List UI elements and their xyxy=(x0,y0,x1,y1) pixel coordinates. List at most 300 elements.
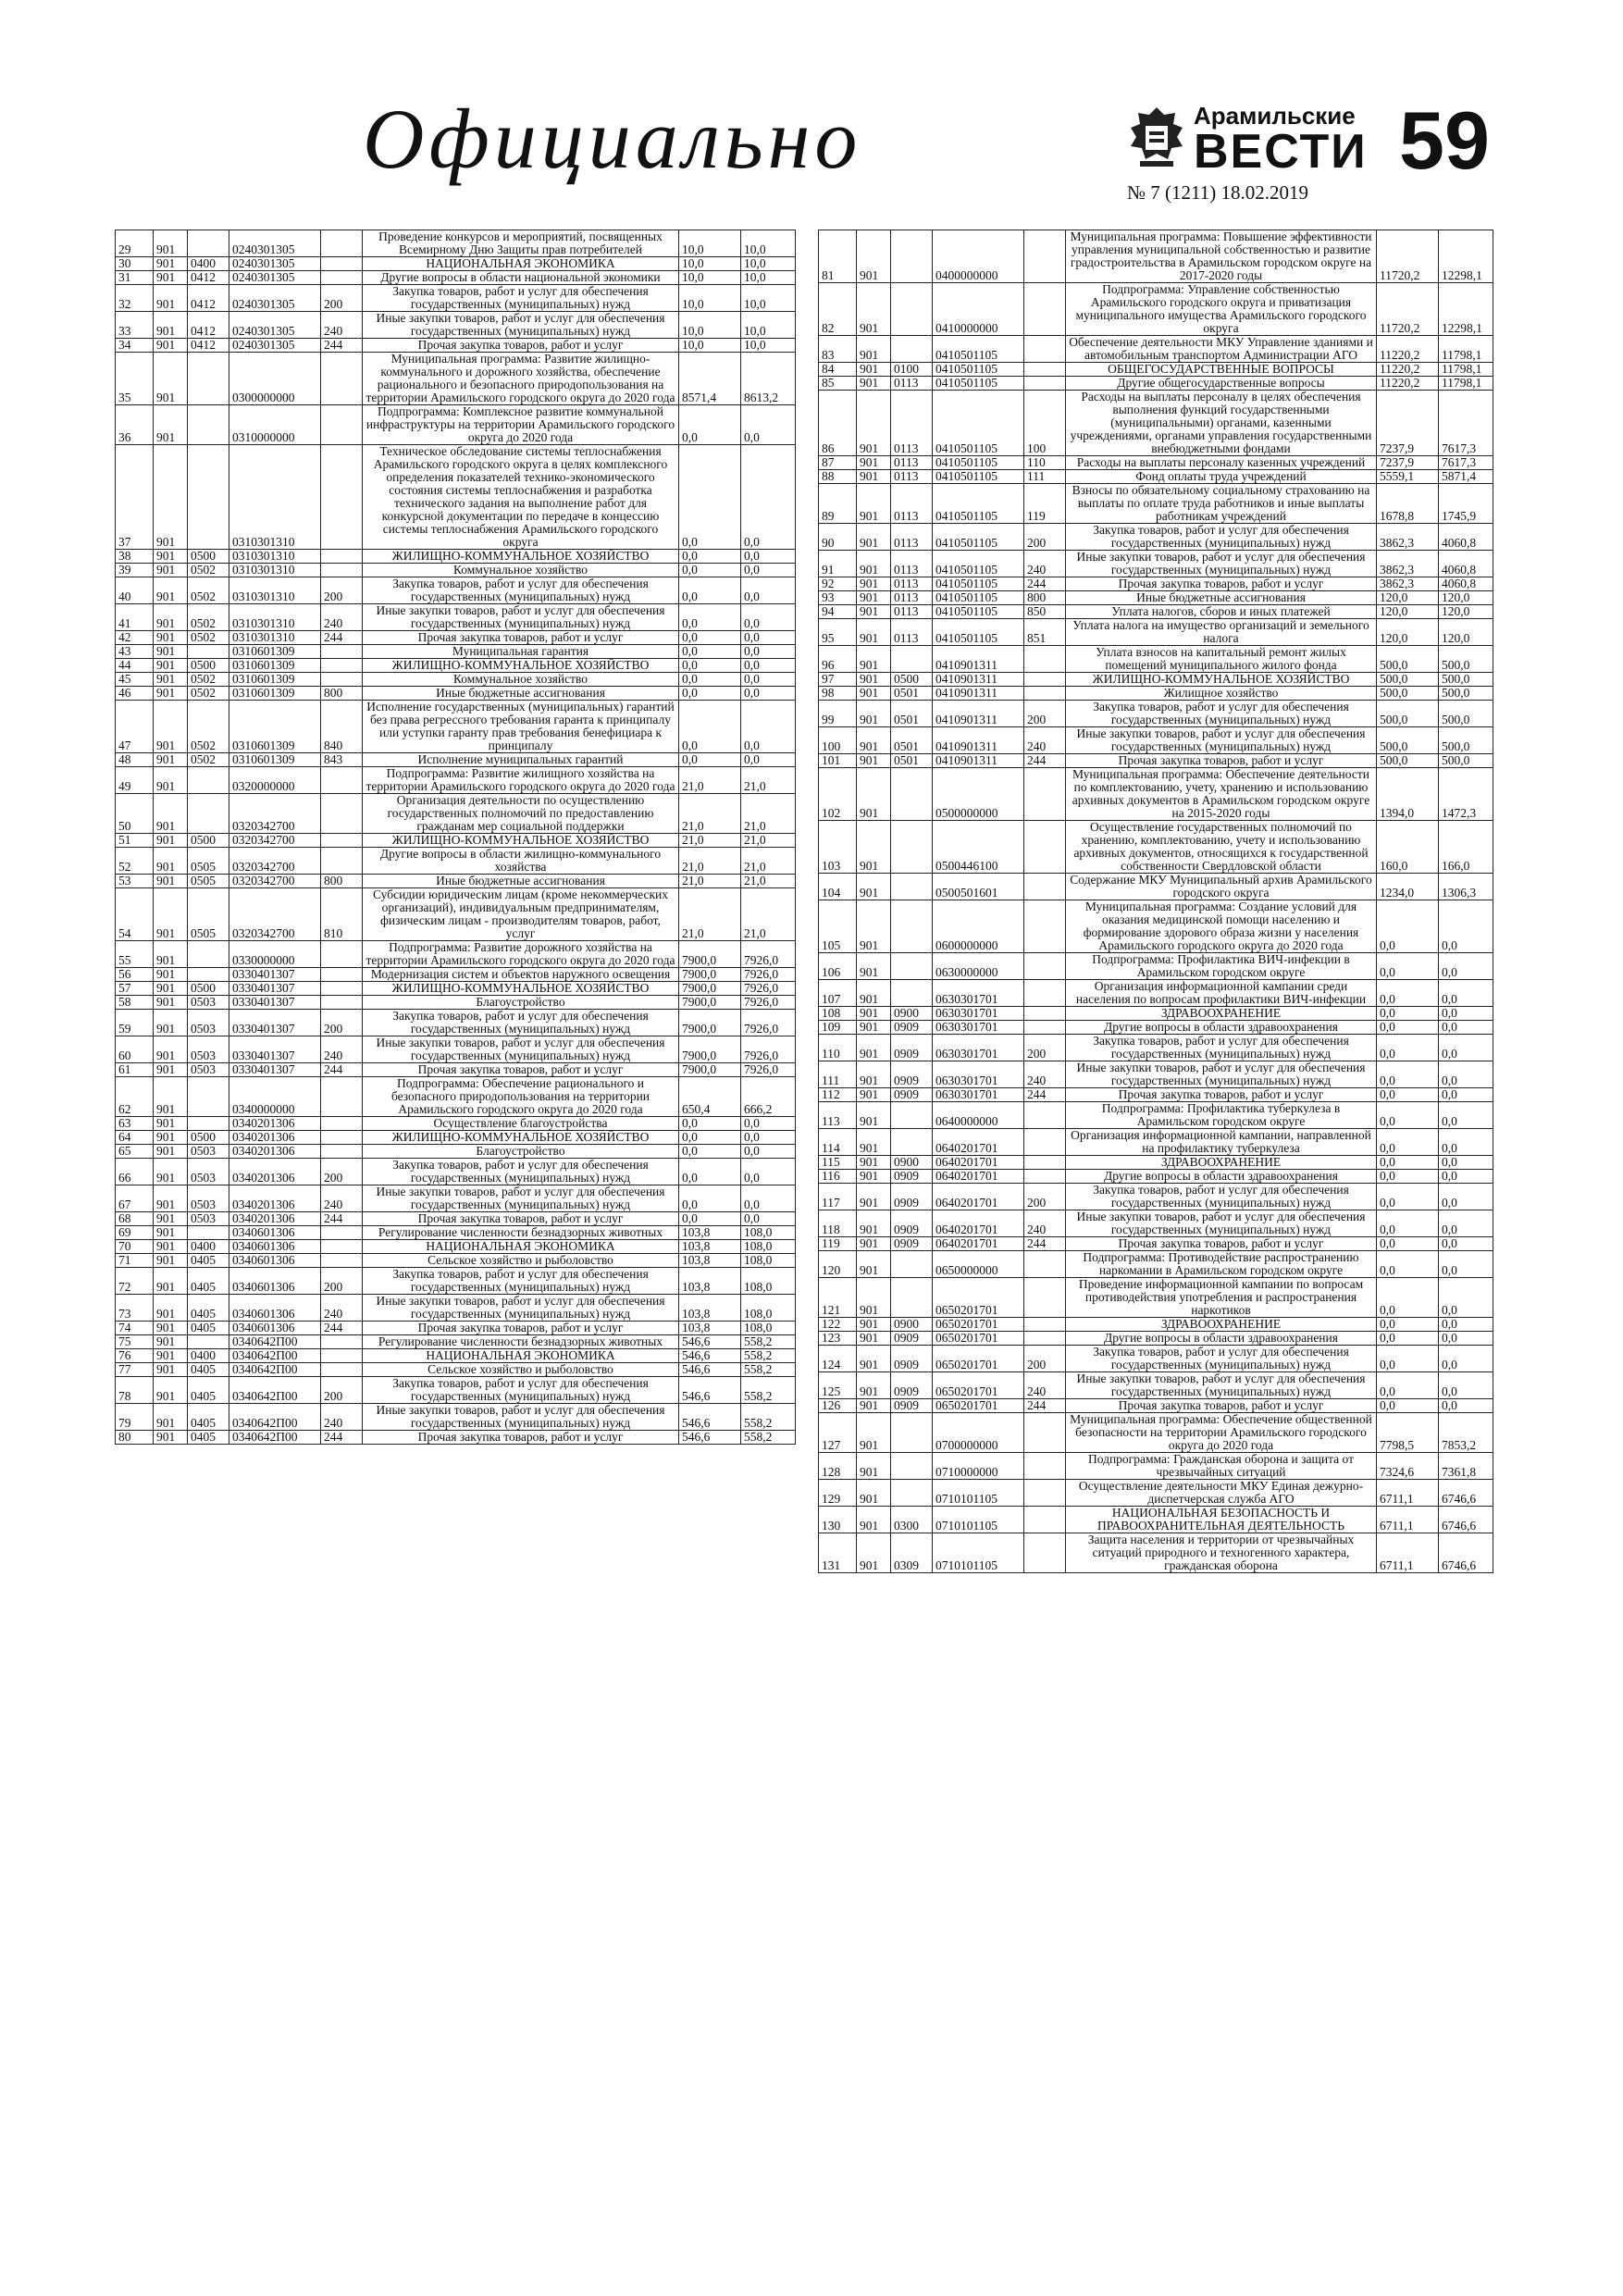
amount-2021: 11798,1 xyxy=(1439,363,1493,377)
expense-type-code: 810 xyxy=(321,888,363,941)
expense-type-code: 200 xyxy=(1024,701,1066,727)
section-code: 0500 xyxy=(188,982,229,996)
admin-code: 901 xyxy=(857,551,891,577)
amount-2021: 7617,3 xyxy=(1439,391,1493,456)
row-description: ЖИЛИЩНО-КОММУНАЛЬНОЕ ХОЗЯЙСТВО xyxy=(363,659,679,673)
row-description: Прочая закупка товаров, работ и услуг xyxy=(363,1431,679,1445)
section-code: 0909 xyxy=(891,1061,933,1088)
section-code: 0909 xyxy=(891,1210,933,1237)
row-description: ЖИЛИЩНО-КОММУНАЛЬНОЕ ХОЗЯЙСТВО xyxy=(363,834,679,848)
expense-type-code xyxy=(1024,363,1066,377)
amount-2021: 0,0 xyxy=(741,673,796,687)
target-article-code: 0650201701 xyxy=(933,1332,1024,1346)
expense-type-code: 244 xyxy=(1024,1399,1066,1413)
row-number: 66 xyxy=(116,1159,154,1185)
row-number: 88 xyxy=(819,470,857,484)
amount-2020: 0,0 xyxy=(679,550,741,564)
row-description: Подпрограмма: Комплексное развитие коммунальной инфраструктуры на территории Арамильского городского округа до 2020 года xyxy=(363,405,679,445)
section-code: 0500 xyxy=(188,1131,229,1145)
admin-code: 901 xyxy=(154,1117,188,1131)
target-article-code: 0650000000 xyxy=(933,1251,1024,1278)
row-number: 53 xyxy=(116,875,154,888)
expense-type-code: 800 xyxy=(321,687,363,701)
expense-type-code: 240 xyxy=(321,1185,363,1212)
section-code xyxy=(188,794,229,834)
amount-2020: 0,0 xyxy=(1377,900,1439,953)
row-number: 70 xyxy=(116,1240,154,1254)
row-number: 89 xyxy=(819,484,857,524)
target-article-code: 0340601306 xyxy=(229,1268,321,1295)
row-description: Подпрограмма: Обеспечение рационального и безопасного природопользования на территории Арамильского городского округа до 2020 года xyxy=(363,1077,679,1117)
table-row xyxy=(819,1210,1493,1237)
expense-type-code xyxy=(321,659,363,673)
table-row xyxy=(116,631,796,645)
admin-code: 901 xyxy=(857,1007,891,1021)
expense-type-code xyxy=(321,1240,363,1254)
row-number: 69 xyxy=(116,1226,154,1240)
table-row xyxy=(819,336,1493,363)
section-code: 0113 xyxy=(891,619,933,646)
section-code: 0502 xyxy=(188,604,229,631)
row-number: 124 xyxy=(819,1346,857,1372)
expense-type-code: 200 xyxy=(1024,1346,1066,1372)
section-code: 0400 xyxy=(188,1240,229,1254)
target-article-code: 0650201701 xyxy=(933,1346,1024,1372)
row-description: Муниципальная программа: Повышение эффективности управления муниципальной собственностью и развитие градостроительства в Арамильском городском округе на 2017-2020 годы xyxy=(1066,230,1377,283)
row-number: 31 xyxy=(116,271,154,285)
admin-code: 901 xyxy=(857,687,891,701)
amount-2021: 0,0 xyxy=(741,1145,796,1159)
admin-code: 901 xyxy=(857,821,891,874)
target-article-code: 0710000000 xyxy=(933,1453,1024,1480)
row-description: НАЦИОНАЛЬНАЯ ЭКОНОМИКА xyxy=(363,1240,679,1254)
target-article-code: 0330000000 xyxy=(229,941,321,968)
admin-code: 901 xyxy=(154,1077,188,1117)
amount-2020: 0,0 xyxy=(1377,1332,1439,1346)
amount-2021: 4060,8 xyxy=(1439,577,1493,591)
amount-2021: 6746,6 xyxy=(1439,1480,1493,1507)
table-row xyxy=(819,673,1493,687)
row-description: Иные закупки товаров, работ и услуг для обеспечения государственных (муниципальных) нужд xyxy=(363,604,679,631)
table-row xyxy=(116,1131,796,1145)
table-row xyxy=(116,1295,796,1322)
row-description: Иные закупки товаров, работ и услуг для обеспечения государственных (муниципальных) нужд xyxy=(363,312,679,339)
target-article-code: 0650201701 xyxy=(933,1278,1024,1318)
section-code xyxy=(891,980,933,1007)
expense-type-code xyxy=(321,564,363,577)
amount-2021: 0,0 xyxy=(1439,1035,1493,1061)
row-description: Другие вопросы в области здравоохранения xyxy=(1066,1170,1377,1184)
target-article-code: 0340642П00 xyxy=(229,1404,321,1431)
section-code: 0909 xyxy=(891,1332,933,1346)
target-article-code: 0340601306 xyxy=(229,1295,321,1322)
target-article-code: 0330401307 xyxy=(229,1010,321,1036)
amount-2020: 21,0 xyxy=(679,848,741,875)
amount-2021: 0,0 xyxy=(741,604,796,631)
table-row xyxy=(819,1480,1493,1507)
expense-type-code xyxy=(321,996,363,1010)
expense-type-code: 111 xyxy=(1024,470,1066,484)
table-row xyxy=(819,1170,1493,1184)
row-description: Организация деятельности по осуществлению государственных полномочий по предоставлению гражданам мер социальной поддержки xyxy=(363,794,679,834)
section-code: 0405 xyxy=(188,1377,229,1404)
section-code xyxy=(188,230,229,257)
admin-code: 901 xyxy=(154,794,188,834)
row-description: Прочая закупка товаров, работ и услуг xyxy=(363,631,679,645)
row-number: 113 xyxy=(819,1102,857,1129)
target-article-code: 0410501105 xyxy=(933,391,1024,456)
admin-code: 901 xyxy=(154,1212,188,1226)
amount-2020: 500,0 xyxy=(1377,701,1439,727)
amount-2020: 546,6 xyxy=(679,1363,741,1377)
expense-type-code xyxy=(321,1226,363,1240)
expense-type-code xyxy=(1024,646,1066,673)
amount-2021: 7853,2 xyxy=(1439,1413,1493,1453)
table-row xyxy=(116,1185,796,1212)
target-article-code: 0340642П00 xyxy=(229,1377,321,1404)
expense-type-code xyxy=(321,1349,363,1363)
amount-2020: 0,0 xyxy=(679,1159,741,1185)
table-row xyxy=(819,230,1493,283)
expense-type-code xyxy=(321,848,363,875)
target-article-code: 0500446100 xyxy=(933,821,1024,874)
amount-2021: 0,0 xyxy=(1439,1129,1493,1156)
row-number: 46 xyxy=(116,687,154,701)
table-row xyxy=(819,363,1493,377)
target-article-code: 0630000000 xyxy=(933,953,1024,980)
amount-2021: 120,0 xyxy=(1439,591,1493,605)
row-number: 115 xyxy=(819,1156,857,1170)
table-row xyxy=(819,1318,1493,1332)
admin-code: 901 xyxy=(154,285,188,312)
amount-2020: 3862,3 xyxy=(1377,524,1439,551)
row-number: 96 xyxy=(819,646,857,673)
target-article-code: 0410901311 xyxy=(933,727,1024,754)
admin-code: 901 xyxy=(857,874,891,900)
section-code: 0505 xyxy=(188,848,229,875)
target-article-code: 0340601306 xyxy=(229,1240,321,1254)
row-number: 83 xyxy=(819,336,857,363)
section-code: 0501 xyxy=(891,687,933,701)
row-description: Иные закупки товаров, работ и услуг для обеспечения государственных (муниципальных) нужд xyxy=(1066,1210,1377,1237)
expense-type-code xyxy=(1024,980,1066,1007)
table-row xyxy=(116,353,796,405)
amount-2020: 10,0 xyxy=(679,339,741,353)
section-code: 0113 xyxy=(891,605,933,619)
section-code xyxy=(188,1226,229,1240)
expense-type-code xyxy=(1024,1102,1066,1129)
admin-code: 901 xyxy=(857,1251,891,1278)
target-article-code: 0410501105 xyxy=(933,377,1024,391)
amount-2020: 21,0 xyxy=(679,834,741,848)
row-description: Подпрограмма: Гражданская оборона и защита от чрезвычайных ситуаций xyxy=(1066,1453,1377,1480)
row-number: 92 xyxy=(819,577,857,591)
amount-2020: 120,0 xyxy=(1377,591,1439,605)
amount-2021: 0,0 xyxy=(1439,1251,1493,1278)
amount-2021: 0,0 xyxy=(1439,1399,1493,1413)
table-row xyxy=(819,1102,1493,1129)
amount-2020: 1234,0 xyxy=(1377,874,1439,900)
amount-2020: 103,8 xyxy=(679,1295,741,1322)
expense-type-code: 200 xyxy=(321,1268,363,1295)
amount-2020: 7900,0 xyxy=(679,941,741,968)
section-code: 0501 xyxy=(891,701,933,727)
admin-code: 901 xyxy=(857,1170,891,1184)
target-article-code: 0340601306 xyxy=(229,1254,321,1268)
amount-2021: 12298,1 xyxy=(1439,230,1493,283)
expense-type-code xyxy=(321,1077,363,1117)
section-code xyxy=(891,874,933,900)
target-article-code: 0630301701 xyxy=(933,1088,1024,1102)
section-code: 0412 xyxy=(188,339,229,353)
target-article-code: 0630301701 xyxy=(933,1035,1024,1061)
section-code: 0500 xyxy=(188,834,229,848)
admin-code: 901 xyxy=(154,1185,188,1212)
row-number: 90 xyxy=(819,524,857,551)
row-number: 130 xyxy=(819,1507,857,1533)
admin-code: 901 xyxy=(857,953,891,980)
target-article-code: 0320342700 xyxy=(229,834,321,848)
amount-2021: 108,0 xyxy=(741,1322,796,1335)
row-number: 67 xyxy=(116,1185,154,1212)
amount-2020: 10,0 xyxy=(679,312,741,339)
amount-2021: 0,0 xyxy=(1439,1210,1493,1237)
target-article-code: 0640201701 xyxy=(933,1237,1024,1251)
amount-2021: 7926,0 xyxy=(741,1010,796,1036)
table-row xyxy=(116,1226,796,1240)
section-code xyxy=(891,283,933,336)
table-row xyxy=(116,968,796,982)
table-row xyxy=(819,687,1493,701)
admin-code: 901 xyxy=(857,1507,891,1533)
admin-code: 901 xyxy=(154,1226,188,1240)
row-description: Муниципальная программа: Обеспечение деятельности по комплектованию, учету, хранению и использованию архивных документов в Арамильском городском округе на 2015-2020 годы xyxy=(1066,768,1377,821)
admin-code: 901 xyxy=(154,1431,188,1445)
row-number: 73 xyxy=(116,1295,154,1322)
section-code xyxy=(891,821,933,874)
table-row xyxy=(819,727,1493,754)
section-code: 0400 xyxy=(188,1349,229,1363)
brand-main: ВЕСТИ xyxy=(1194,125,1368,179)
table-row xyxy=(116,1159,796,1185)
admin-code: 901 xyxy=(154,875,188,888)
target-article-code: 0310000000 xyxy=(229,405,321,445)
row-number: 128 xyxy=(819,1453,857,1480)
amount-2020: 546,6 xyxy=(679,1349,741,1363)
expense-type-code xyxy=(1024,1507,1066,1533)
amount-2021: 0,0 xyxy=(741,577,796,604)
section-code: 0502 xyxy=(188,687,229,701)
expense-type-code: 244 xyxy=(321,1431,363,1445)
table-row xyxy=(116,1212,796,1226)
expense-type-code: 240 xyxy=(1024,1061,1066,1088)
expense-type-code xyxy=(1024,1156,1066,1170)
admin-code: 901 xyxy=(857,577,891,591)
section-code: 0113 xyxy=(891,484,933,524)
admin-code: 901 xyxy=(154,996,188,1010)
row-number: 42 xyxy=(116,631,154,645)
amount-2020: 7900,0 xyxy=(679,982,741,996)
target-article-code: 0330401307 xyxy=(229,1036,321,1063)
expense-type-code: 244 xyxy=(1024,754,1066,768)
target-article-code: 0410501105 xyxy=(933,605,1024,619)
expense-type-code xyxy=(321,1335,363,1349)
admin-code: 901 xyxy=(154,1131,188,1145)
admin-code: 901 xyxy=(857,673,891,687)
row-description: Закупка товаров, работ и услуг для обеспечения государственных (муниципальных) нужд xyxy=(1066,1184,1377,1210)
expense-type-code: 843 xyxy=(321,753,363,767)
admin-code: 901 xyxy=(857,1129,891,1156)
admin-code: 901 xyxy=(857,1237,891,1251)
row-description: Подпрограмма: Управление собственностью Арамильского городского округа и приватизация муниципального имущества Арамильского городского округа xyxy=(1066,283,1377,336)
section-code xyxy=(891,1480,933,1507)
row-description: Прочая закупка товаров, работ и услуг xyxy=(363,1212,679,1226)
row-number: 108 xyxy=(819,1007,857,1021)
amount-2021: 0,0 xyxy=(1439,1318,1493,1332)
target-article-code: 0240301305 xyxy=(229,312,321,339)
row-number: 104 xyxy=(819,874,857,900)
target-article-code: 0240301305 xyxy=(229,257,321,271)
row-description: Иные закупки товаров, работ и услуг для обеспечения государственных (муниципальных) нужд xyxy=(363,1185,679,1212)
row-number: 34 xyxy=(116,339,154,353)
row-description: Иные бюджетные ассигнования xyxy=(363,875,679,888)
amount-2021: 7617,3 xyxy=(1439,456,1493,470)
amount-2020: 0,0 xyxy=(679,1212,741,1226)
table-row xyxy=(116,1363,796,1377)
expense-type-code xyxy=(321,353,363,405)
amount-2021: 10,0 xyxy=(741,285,796,312)
target-article-code: 0310301310 xyxy=(229,550,321,564)
section-code xyxy=(188,645,229,659)
amount-2021: 558,2 xyxy=(741,1404,796,1431)
row-description: Закупка товаров, работ и услуг для обеспечения государственных (муниципальных) нужд xyxy=(363,1159,679,1185)
admin-code: 901 xyxy=(154,405,188,445)
amount-2021: 7926,0 xyxy=(741,982,796,996)
admin-code: 901 xyxy=(857,619,891,646)
row-number: 119 xyxy=(819,1237,857,1251)
row-number: 30 xyxy=(116,257,154,271)
amount-2021: 0,0 xyxy=(1439,980,1493,1007)
row-description: ЖИЛИЩНО-КОММУНАЛЬНОЕ ХОЗЯЙСТВО xyxy=(363,1131,679,1145)
row-description: Благоустройство xyxy=(363,1145,679,1159)
section-code: 0100 xyxy=(891,363,933,377)
amount-2021: 21,0 xyxy=(741,794,796,834)
expense-type-code xyxy=(1024,900,1066,953)
section-code: 0909 xyxy=(891,1035,933,1061)
admin-code: 901 xyxy=(857,1332,891,1346)
admin-code: 901 xyxy=(857,1480,891,1507)
amount-2020: 10,0 xyxy=(679,285,741,312)
amount-2021: 7926,0 xyxy=(741,1063,796,1077)
amount-2021: 12298,1 xyxy=(1439,283,1493,336)
target-article-code: 0410501105 xyxy=(933,470,1024,484)
target-article-code: 0410501105 xyxy=(933,456,1024,470)
amount-2021: 0,0 xyxy=(1439,1184,1493,1210)
table-row xyxy=(819,605,1493,619)
table-row xyxy=(116,834,796,848)
row-description: Подпрограмма: Профилактика туберкулеза в Арамильском городском округе xyxy=(1066,1102,1377,1129)
section-code: 0501 xyxy=(891,754,933,768)
amount-2020: 0,0 xyxy=(1377,1372,1439,1399)
amount-2020: 103,8 xyxy=(679,1226,741,1240)
row-description: Прочая закупка товаров, работ и услуг xyxy=(1066,577,1377,591)
row-description: Прочая закупка товаров, работ и услуг xyxy=(363,1322,679,1335)
row-number: 41 xyxy=(116,604,154,631)
amount-2021: 0,0 xyxy=(1439,1278,1493,1318)
table-row xyxy=(116,701,796,753)
expense-type-code: 200 xyxy=(1024,524,1066,551)
amount-2020: 0,0 xyxy=(1377,1102,1439,1129)
expense-type-code: 200 xyxy=(321,1010,363,1036)
amount-2020: 0,0 xyxy=(1377,1007,1439,1021)
amount-2020: 120,0 xyxy=(1377,619,1439,646)
amount-2020: 0,0 xyxy=(1377,1021,1439,1035)
table-row xyxy=(116,1404,796,1431)
row-number: 52 xyxy=(116,848,154,875)
row-description: Жилищное хозяйство xyxy=(1066,687,1377,701)
amount-2021: 0,0 xyxy=(1439,1346,1493,1372)
row-number: 129 xyxy=(819,1480,857,1507)
amount-2021: 0,0 xyxy=(741,631,796,645)
admin-code: 901 xyxy=(154,834,188,848)
target-article-code: 0320342700 xyxy=(229,794,321,834)
admin-code: 901 xyxy=(857,484,891,524)
section-code: 0500 xyxy=(891,673,933,687)
amount-2021: 558,2 xyxy=(741,1349,796,1363)
amount-2021: 108,0 xyxy=(741,1240,796,1254)
target-article-code: 0340201306 xyxy=(229,1145,321,1159)
row-description: НАЦИОНАЛЬНАЯ ЭКОНОМИКА xyxy=(363,1349,679,1363)
row-number: 86 xyxy=(819,391,857,456)
table-row xyxy=(819,900,1493,953)
amount-2021: 166,0 xyxy=(1439,821,1493,874)
target-article-code: 0640201701 xyxy=(933,1156,1024,1170)
amount-2020: 103,8 xyxy=(679,1322,741,1335)
page-number: 59 xyxy=(1399,94,1490,186)
target-article-code: 0310601309 xyxy=(229,673,321,687)
admin-code: 901 xyxy=(154,1322,188,1335)
section-code: 0501 xyxy=(891,727,933,754)
row-description: Проведение конкурсов и мероприятий, посвященных Всемирному Дню Защиты прав потребителей xyxy=(363,230,679,257)
row-description: Закупка товаров, работ и услуг для обеспечения государственных (муниципальных) нужд xyxy=(1066,1035,1377,1061)
admin-code: 901 xyxy=(154,888,188,941)
admin-code: 901 xyxy=(857,1184,891,1210)
amount-2021: 4060,8 xyxy=(1439,551,1493,577)
table-row xyxy=(116,1335,796,1349)
row-description: Содержание МКУ Муниципальный архив Арамильского городского округа xyxy=(1066,874,1377,900)
table-row xyxy=(819,646,1493,673)
amount-2021: 108,0 xyxy=(741,1268,796,1295)
row-description: Осуществление благоустройства xyxy=(363,1117,679,1131)
row-description: Закупка товаров, работ и услуг для обеспечения государственных (муниципальных) нужд xyxy=(363,1377,679,1404)
budget-table-right xyxy=(818,230,1493,1573)
target-article-code: 0330401307 xyxy=(229,996,321,1010)
amount-2021: 0,0 xyxy=(741,1131,796,1145)
target-article-code: 0410501105 xyxy=(933,484,1024,524)
table-row xyxy=(116,875,796,888)
row-description: Прочая закупка товаров, работ и услуг xyxy=(1066,1088,1377,1102)
target-article-code: 0340201306 xyxy=(229,1159,321,1185)
amount-2020: 0,0 xyxy=(1377,1399,1439,1413)
target-article-code: 0310601309 xyxy=(229,687,321,701)
section-code xyxy=(891,230,933,283)
amount-2021: 6746,6 xyxy=(1439,1533,1493,1573)
table-row xyxy=(116,753,796,767)
admin-code: 901 xyxy=(857,646,891,673)
admin-code: 901 xyxy=(857,1061,891,1088)
admin-code: 901 xyxy=(154,312,188,339)
amount-2020: 7237,9 xyxy=(1377,391,1439,456)
